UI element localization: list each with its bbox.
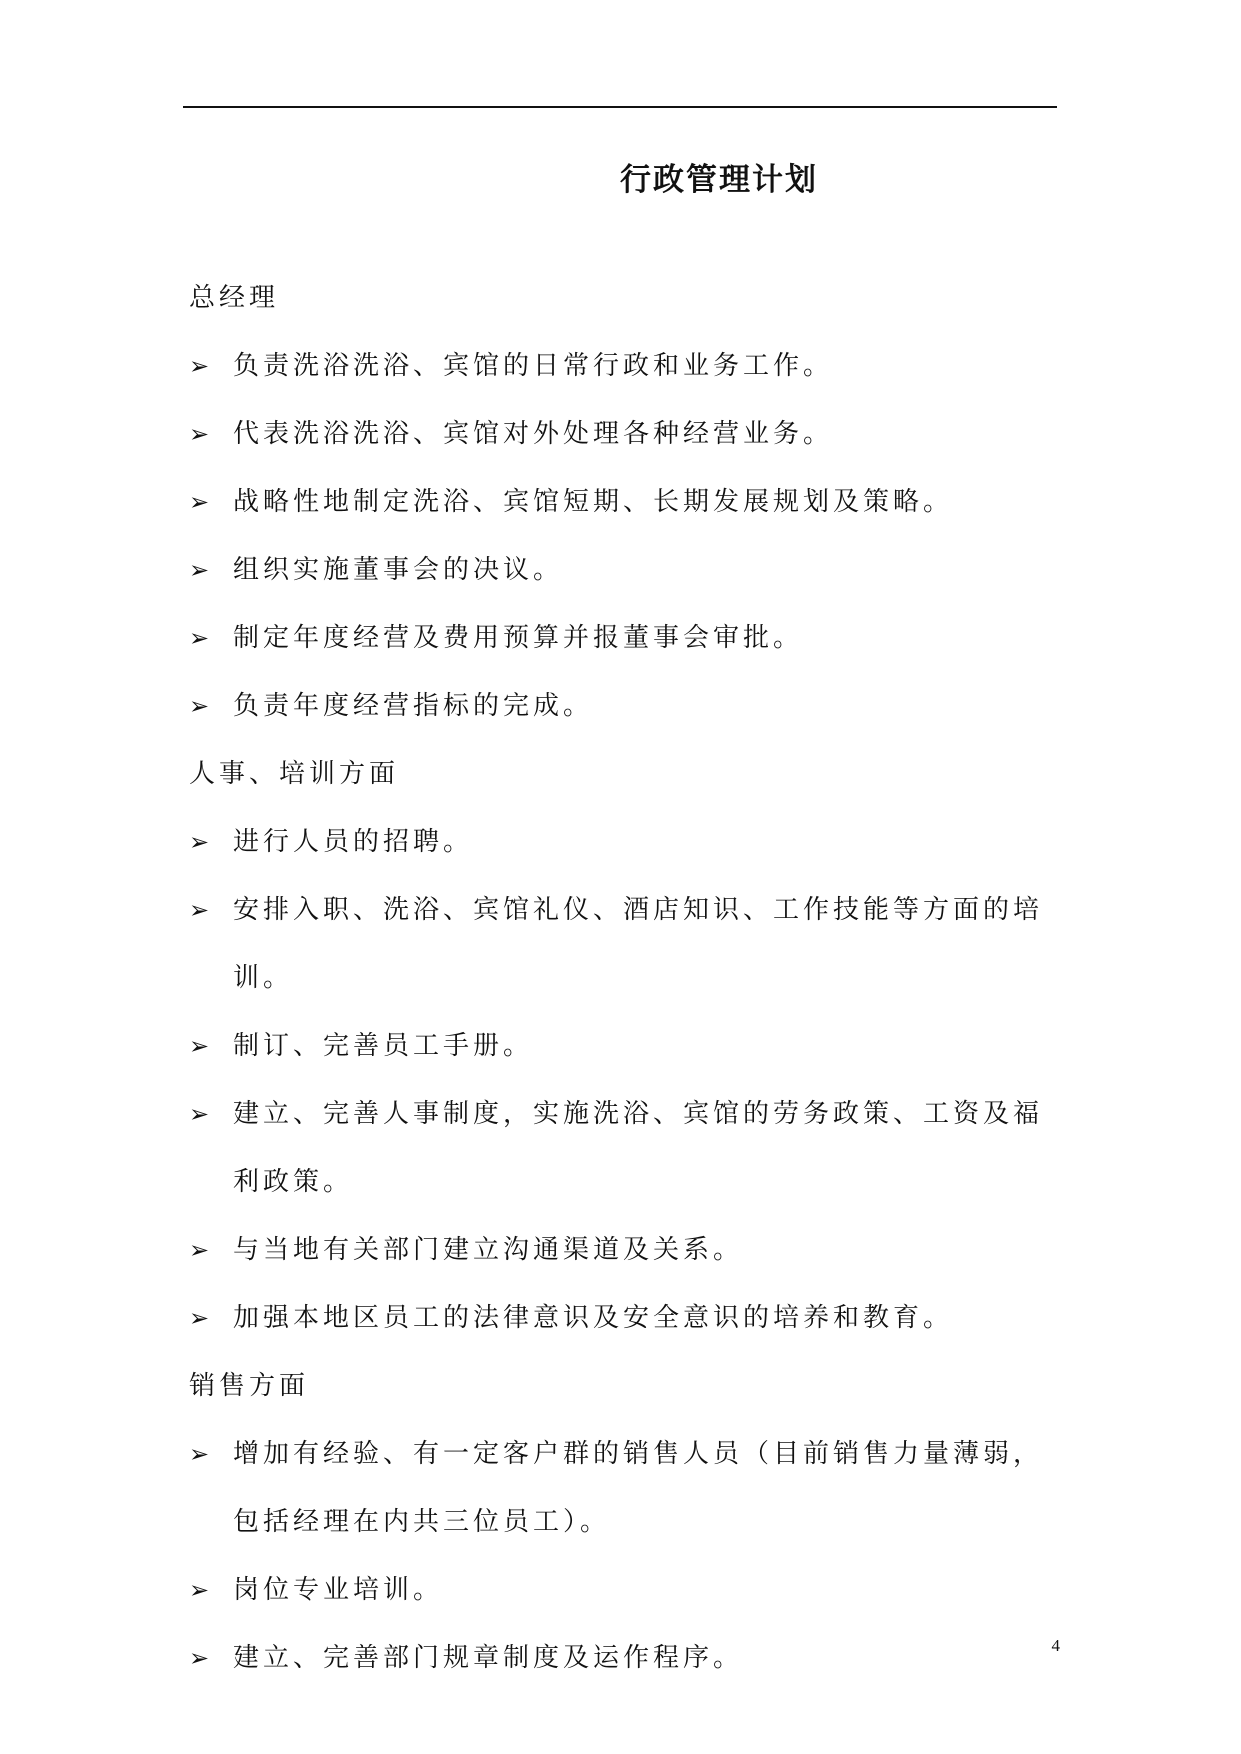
list-item-text: 战略性地制定洗浴、宾馆短期、长期发展规划及策略。 [233, 487, 954, 517]
list-item-text: 建立、完善人事制度，实施洗浴、宾馆的劳务政策、工资及福利政策。 [233, 1099, 1044, 1197]
list-item [189, 332, 1055, 400]
section-heading: 销售方面 [189, 1371, 310, 1401]
arrow-bullet-icon: ➢ [189, 1304, 210, 1332]
arrow-bullet-icon: ➢ [189, 896, 210, 924]
list-item-text: 安排入职、洗浴、宾馆礼仪、酒店知识、工作技能等方面的培训。 [233, 895, 1044, 993]
list-item-text: 代表洗浴洗浴、宾馆对外处理各种经营业务。 [233, 419, 834, 449]
list-item [189, 1080, 1055, 1216]
arrow-bullet-icon: ➢ [189, 1440, 210, 1468]
list-item [189, 1284, 1055, 1352]
list-item [189, 808, 1055, 876]
list-item [189, 1556, 1055, 1624]
list-item [189, 604, 1055, 672]
document-title: 行政管理计划 [620, 162, 818, 198]
list-item [189, 400, 1055, 468]
header-rule [183, 106, 1057, 108]
document-body [189, 264, 1055, 1692]
list-item-text: 制订、完善员工手册。 [233, 1031, 534, 1061]
arrow-bullet-icon: ➢ [189, 556, 210, 584]
arrow-bullet-icon: ➢ [189, 624, 210, 652]
page-number: 4 [1051, 1636, 1060, 1655]
list-item-text: 加强本地区员工的法律意识及安全意识的培养和教育。 [233, 1303, 954, 1333]
arrow-bullet-icon: ➢ [189, 1032, 210, 1060]
section-heading: 人事、培训方面 [189, 759, 400, 789]
arrow-bullet-icon: ➢ [189, 1644, 210, 1672]
list-item [189, 468, 1055, 536]
arrow-bullet-icon: ➢ [189, 352, 210, 380]
list-item-text: 与当地有关部门建立沟通渠道及关系。 [233, 1235, 744, 1265]
list-item-text: 进行人员的招聘。 [233, 827, 474, 857]
list-item [189, 1216, 1055, 1284]
list-item [189, 876, 1055, 1012]
list-item-text: 组织实施董事会的决议。 [233, 555, 564, 585]
section-heading: 总经理 [189, 283, 280, 313]
list-item-text: 制定年度经营及费用预算并报董事会审批。 [233, 623, 804, 653]
arrow-bullet-icon: ➢ [189, 1576, 210, 1604]
arrow-bullet-icon: ➢ [189, 828, 210, 856]
list-item-text: 负责洗浴洗浴、宾馆的日常行政和业务工作。 [233, 351, 834, 381]
list-item-text: 增加有经验、有一定客户群的销售人员（目前销售力量薄弱，包括经理在内共三位员工）。 [233, 1439, 1044, 1537]
arrow-bullet-icon: ➢ [189, 1236, 210, 1264]
list-item-text: 建立、完善部门规章制度及运作程序。 [233, 1643, 744, 1673]
arrow-bullet-icon: ➢ [189, 692, 210, 720]
list-item-text: 岗位专业培训。 [233, 1575, 444, 1605]
list-item [189, 672, 1055, 740]
arrow-bullet-icon: ➢ [189, 488, 210, 516]
list-item [189, 1420, 1055, 1556]
list-item [189, 536, 1055, 604]
list-item-text: 负责年度经营指标的完成。 [233, 691, 594, 721]
arrow-bullet-icon: ➢ [189, 1100, 210, 1128]
list-item [189, 1624, 1055, 1692]
arrow-bullet-icon: ➢ [189, 420, 210, 448]
list-item [189, 1012, 1055, 1080]
